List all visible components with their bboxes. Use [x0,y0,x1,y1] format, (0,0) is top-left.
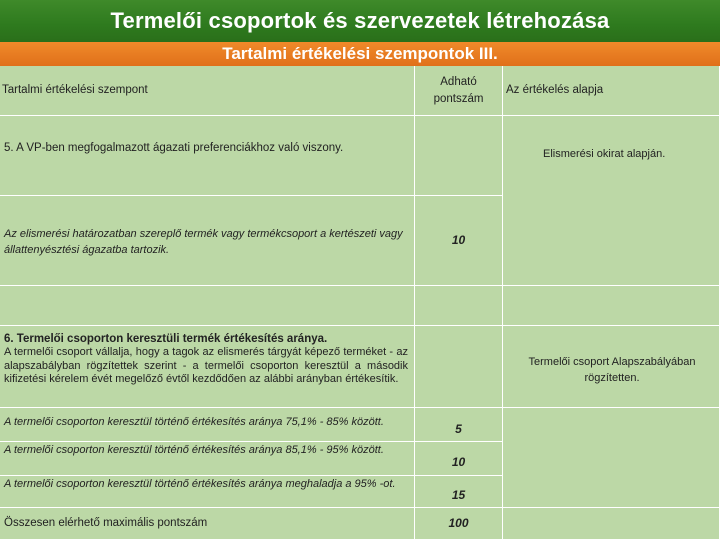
section5-item-points: 10 [415,196,503,286]
section6-points-empty [415,326,503,408]
section5-title: 5. A VP-ben megfogalmazott ágazati preferenciákhoz való viszony. [0,116,415,196]
slide-title: Termelői csoportok és szervezetek létrehozása [0,0,720,42]
section6-item: A termelői csoporton keresztül történő értékesítés aránya 85,1% - 95% között. [0,442,415,476]
section6-item-points: 15 [415,476,503,508]
header-criterion: Tartalmi értékelési szempont [0,66,415,116]
spacer-row-points [415,286,503,326]
evaluation-table [0,66,720,540]
section6-title: 6. Termelői csoporton keresztüli termék értékesítés aránya. [4,333,328,345]
section6-items-basis-empty [503,408,720,508]
spacer-row-basis [503,286,720,326]
section6-basis: Termelői csoport Alapszabályában rögzítetten. [503,326,720,408]
section5-item: Az elismerési határozatban szereplő termék vagy termékcsoport a kertészeti vagy állattenyésztési ágazatba tartozik. [0,196,415,286]
header-basis: Az értékelés alapja [503,66,720,116]
section6-item: A termelői csoporton keresztül történő értékesítés aránya meghaladja a 95% -ot. [0,476,415,508]
header-points: Adható pontszám [415,66,503,116]
spacer-row [0,286,415,326]
section6-item-points: 10 [415,442,503,476]
section6-item: A termelői csoporton keresztül történő értékesítés aránya 75,1% - 85% között. [0,408,415,442]
slide-subtitle: Tartalmi értékelési szempontok III. [0,42,720,66]
section6-item-points: 5 [415,408,503,442]
total-points: 100 [415,508,503,540]
section6-block [0,326,415,408]
section6-description: A termelői csoport vállalja, hogy a tagok az elismerés tárgyát képező terméket - az alapszabályban rögzítettek szerint - a termelői csoporton keresztül a második kifizetési kérelem évét megelőző évtől kezdődően az alábbi arányban értékesítik. [4,346,408,385]
section5-basis: Elismerési okirat alapján. [503,116,720,286]
section5-points-empty [415,116,503,196]
total-basis-empty [503,508,720,540]
total-label: Összesen elérhető maximális pontszám [0,508,415,540]
